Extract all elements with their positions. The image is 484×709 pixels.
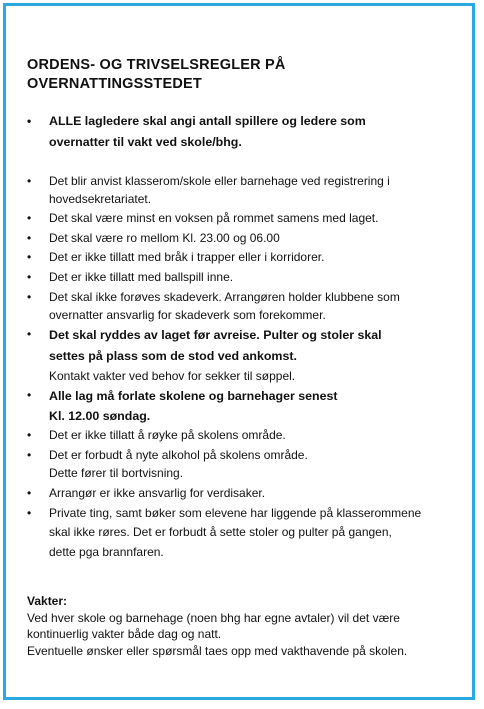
page-title — [27, 56, 286, 94]
rule-line: dette pga brannfaren. — [49, 545, 164, 559]
rule-item — [27, 446, 447, 482]
vakter-heading: Vakter: — [27, 594, 68, 608]
rule-line: Private ting, samt bøker som elevene har liggende på klasserommene — [49, 506, 422, 520]
bullet: • — [27, 486, 32, 500]
bullet: • — [27, 211, 32, 225]
rule-line: Det er ikke tillatt med bråk i trapper eller i korridorer. — [49, 250, 325, 264]
rule-line: skal ikke røres. Det er forbudt å sette stoler og pulter på gangen, — [49, 525, 392, 539]
rule-line: settes på plass som de stod ved ankomst. — [49, 349, 297, 363]
vakter-line-3: Eventuelle ønsker eller spørsmål taes opp med vakthavende på skolen. — [27, 643, 408, 658]
rule-line: Kl. 12.00 søndag. — [49, 409, 151, 423]
intro-rule — [27, 111, 447, 153]
bullet: • — [27, 270, 32, 284]
rule-item — [27, 268, 447, 286]
bullet: • — [27, 428, 32, 442]
vakter-line-2: kontinuerlig vakter både dag og natt. — [27, 627, 222, 641]
rule-line: Det skal ryddes av laget før avreise. Pulter og stoler skal — [49, 328, 382, 342]
rule-line: Det er ikke tillatt med ballspill inne. — [49, 270, 234, 284]
bullet: • — [27, 506, 32, 520]
bullet: • — [27, 327, 32, 341]
rule-item — [27, 504, 447, 562]
intro-line-2: overnatter til vakt ved skole/bhg. — [49, 135, 242, 149]
title-line-1: ORDENS- OG TRIVSELSREGLER PÅ — [27, 57, 286, 73]
rule-line: Alle lag må forlate skolene og barnehager senest — [49, 389, 338, 403]
rule-line: Det skal ikke forøves skadeverk. Arrangøren holder klubbene som — [49, 290, 400, 304]
bullet: • — [27, 231, 32, 245]
rule-item — [27, 248, 447, 266]
title-line-2: OVERNATTINGSSTEDET — [27, 76, 202, 92]
bullet: • — [27, 448, 32, 462]
rule-item — [27, 426, 447, 444]
bullet: • — [27, 250, 32, 264]
rule-line: Det skal være minst en voksen på rommet samens med laget. — [49, 211, 379, 225]
rule-item — [27, 209, 447, 227]
rule-line: Dette fører til bortvisning. — [49, 466, 184, 480]
intro-line-1: ALLE lagledere skal angi antall spillere og ledere som — [49, 114, 366, 128]
rule-line: Det er ikke tillatt å røyke på skolens område. — [49, 428, 286, 442]
rule-line: Det blir anvist klasserom/skole eller barnehage ved registrering i — [49, 174, 390, 188]
rule-line: Det skal være ro mellom Kl. 23.00 og 06.00 — [49, 231, 280, 245]
rule-item — [27, 386, 447, 426]
bullet: • — [27, 114, 32, 128]
rule-item — [27, 484, 447, 502]
bullet: • — [27, 174, 32, 188]
rule-line: hovedsekretariatet. — [49, 192, 152, 206]
rule-note: Kontakt vakter ved behov for sekker til søppel. — [49, 369, 296, 383]
rule-item — [27, 172, 447, 208]
rule-line: Arrangør er ikke ansvarlig for verdisaker. — [49, 486, 266, 500]
rule-line: overnatter ansvarlig for skadeverk som forekommer. — [49, 308, 326, 322]
vakter-section — [27, 593, 457, 659]
rule-item — [27, 288, 447, 324]
bullet: • — [27, 388, 32, 402]
bullet: • — [27, 290, 32, 304]
rule-item — [27, 229, 447, 247]
rule-line: Det er forbudt å nyte alkohol på skolens område. — [49, 448, 308, 462]
vakter-line-1: Ved hver skole og barnehage (noen bhg har egne avtaler) vil det være — [27, 610, 400, 625]
rule-item — [27, 325, 447, 385]
